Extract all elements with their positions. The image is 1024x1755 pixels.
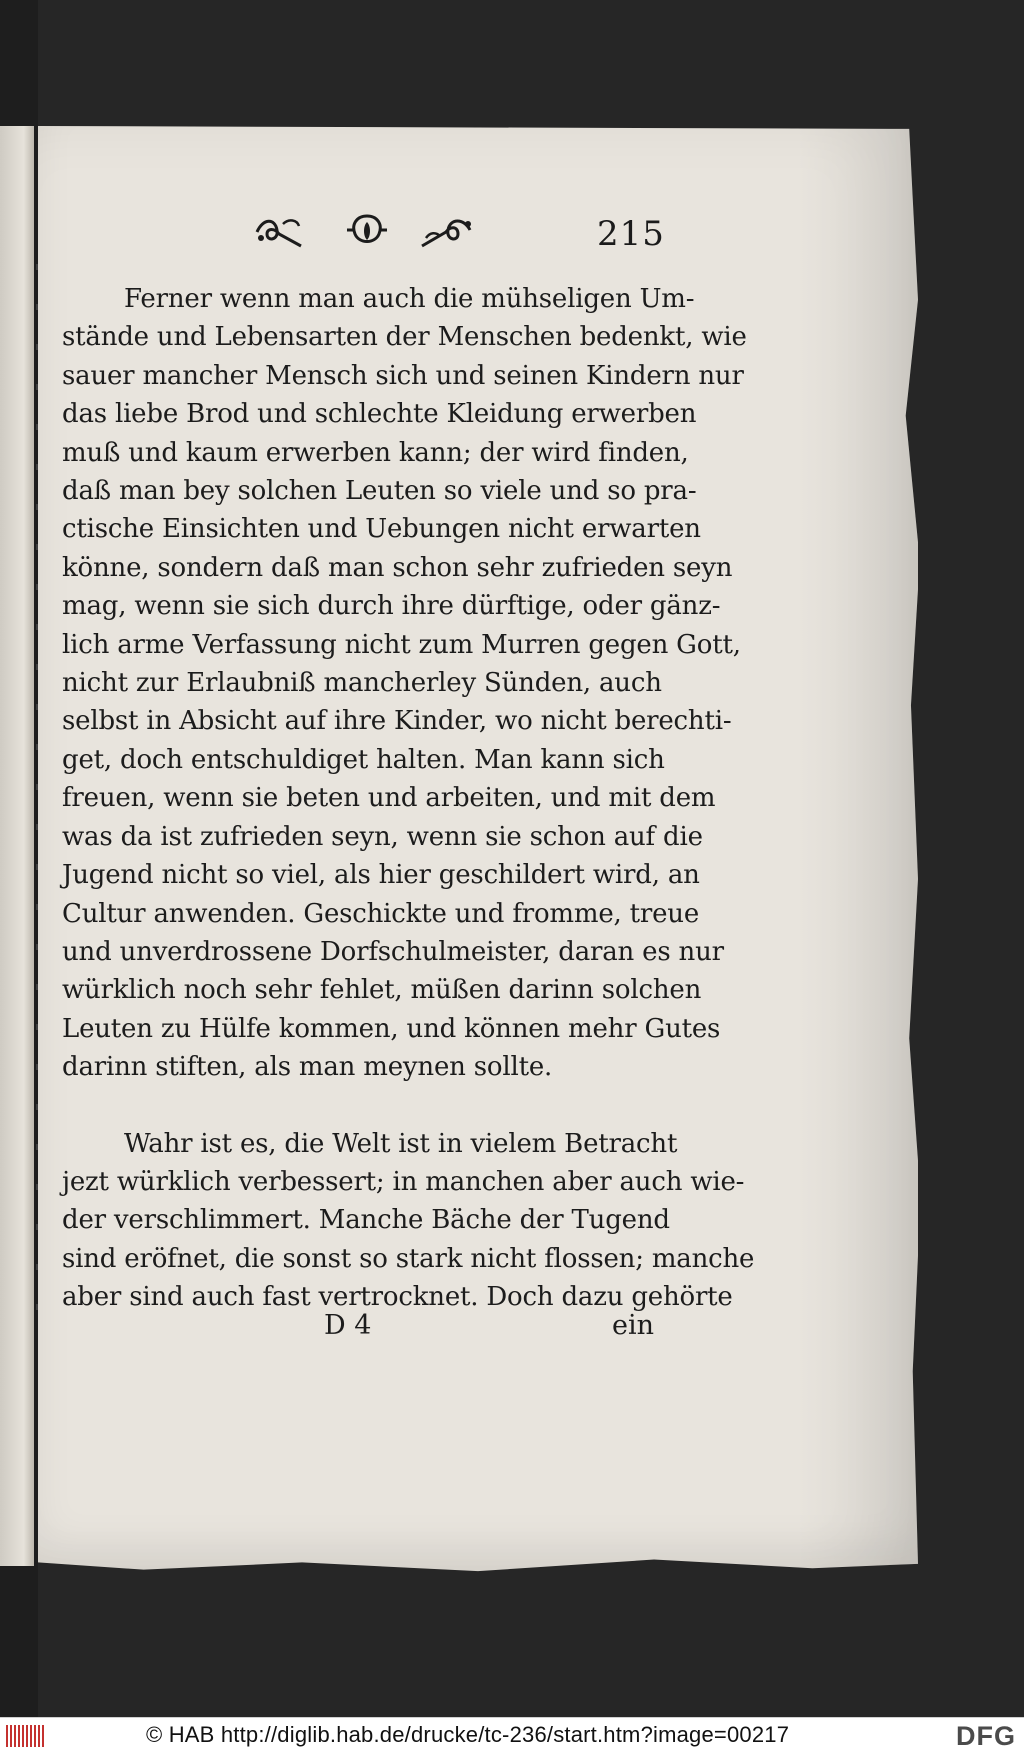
text-line: stände und Lebensarten der Menschen bedenkt, wie <box>62 322 747 353</box>
paragraph-spacer <box>62 1087 658 1125</box>
text-line: sind eröfnet, die sonst so stark nicht flossen; manche <box>62 1243 755 1274</box>
page-body-text <box>62 280 755 1317</box>
text-line: Wahr ist es, die Welt ist in vielem Betracht <box>124 1128 678 1159</box>
text-line: freuen, wenn sie beten und arbeiten, und mit dem <box>62 783 716 814</box>
text-line: was da ist zufrieden seyn, wenn sie schon auf die <box>62 821 703 852</box>
text-line: sauer mancher Mensch sich und seinen Kindern nur <box>62 360 744 391</box>
ornament-left-icon <box>253 212 305 252</box>
text-line: Cultur anwenden. Geschickte und fromme, treue <box>62 898 700 929</box>
text-line: der verschlimmert. Manche Bäche der Tugend <box>62 1205 670 1236</box>
text-line: darinn stiften, als man meynen sollte. <box>62 1052 553 1083</box>
text-line: das liebe Brod und schlechte Kleidung erwerben <box>62 399 697 430</box>
paragraph-1 <box>62 280 747 1087</box>
viewer-footer-bar <box>0 1717 1024 1755</box>
text-line: selbst in Absicht auf ihre Kinder, wo nicht berechti- <box>62 706 732 737</box>
page-number: 215 <box>597 214 665 254</box>
ornament-right-icon <box>418 212 476 252</box>
source-url-link[interactable]: http://diglib.hab.de/drucke/tc-236/start.htm?image=00217 <box>220 1722 790 1747</box>
text-line: jezt würklich verbessert; in manchen aber auch wie- <box>62 1166 745 1197</box>
text-line: daß man bey solchen Leuten so viele und so pra- <box>62 476 697 507</box>
text-line: get, doch entschuldiget halten. Man kann sich <box>62 744 665 775</box>
text-line: ctische Einsichten und Uebungen nicht erwarten <box>62 514 701 545</box>
previous-page-edge <box>0 126 34 1566</box>
ornament-center-icon <box>343 212 391 252</box>
copyright-notice <box>146 1722 789 1748</box>
barcode-icon <box>6 1725 46 1747</box>
text-line: lich arme Verfassung nicht zum Murren gegen Gott, <box>62 629 741 660</box>
text-line: und unverdrossene Dorfschulmeister, daran es nur <box>62 936 724 967</box>
text-line: könne, sondern daß man schon sehr zufrieden seyn <box>62 552 733 583</box>
text-line: muß und kaum erwerben kann; der wird finden, <box>62 437 689 468</box>
paragraph-2 <box>62 1125 755 1317</box>
copyright-holder: © HAB <box>146 1722 215 1747</box>
text-line: Jugend nicht so viel, als hier geschildert wird, an <box>62 860 700 891</box>
text-line: Leuten zu Hülfe kommen, und können mehr Gutes <box>62 1013 721 1044</box>
text-line: Ferner wenn man auch die mühseligen Um- <box>124 284 695 314</box>
page-shadow <box>798 126 918 1574</box>
text-line: mag, wenn sie sich durch ihre dürftige, oder gänz- <box>62 591 721 622</box>
text-line: nicht zur Erlaubniß mancherley Sünden, auch <box>62 668 662 699</box>
page-footer <box>62 1310 658 1350</box>
text-line: aber sind auch fast vertrocknet. Doch dazu gehörte <box>62 1282 733 1313</box>
text-line: würklich noch sehr fehlet, müßen darinn solchen <box>62 975 702 1006</box>
catchword: ein <box>611 1310 654 1341</box>
signature-mark: D 4 <box>324 1310 372 1341</box>
dfg-logo: DFG <box>956 1721 1016 1751</box>
